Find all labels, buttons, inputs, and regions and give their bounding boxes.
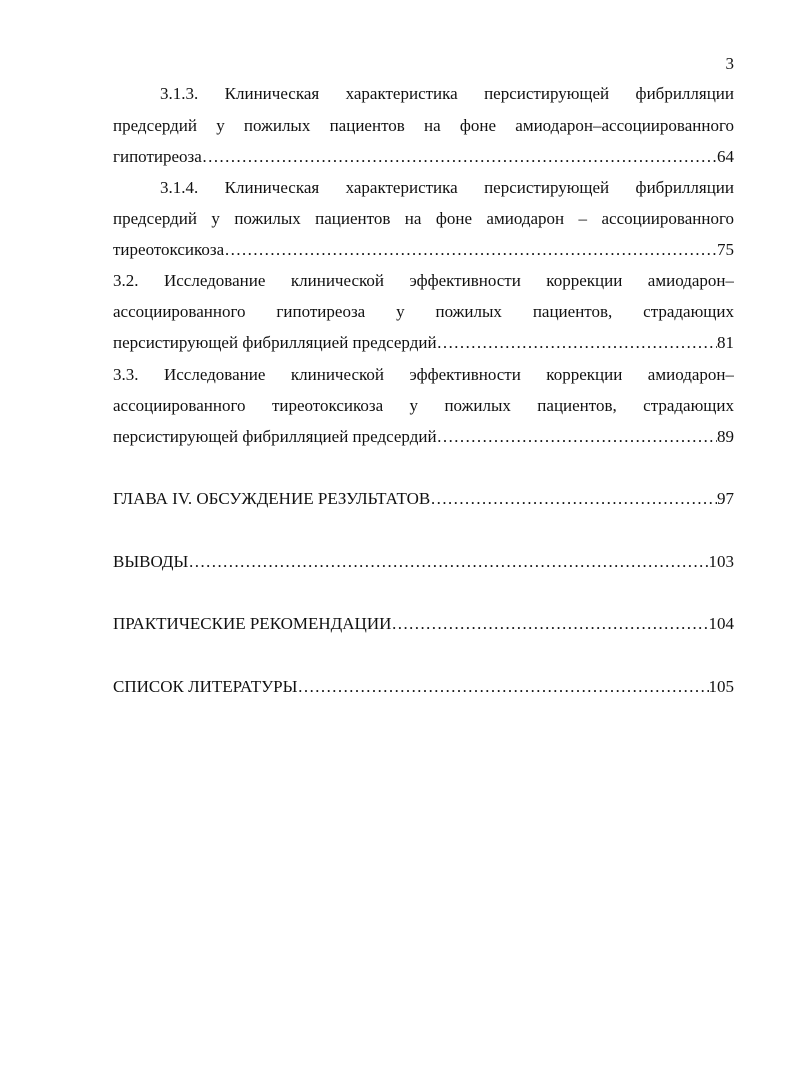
toc-entry-chapter-4	[113, 489, 734, 509]
toc-recommendations-title: ПРАКТИЧЕСКИЕ РЕКОМЕНДАЦИИ	[113, 614, 392, 633]
page-number: 3	[725, 54, 734, 73]
toc-33-line3: персистирующей фибрилляцией предсердий	[113, 427, 437, 446]
toc-314-line1: 3.1.4. Клиническая характеристика персистирующей фибрилляции	[160, 178, 734, 197]
toc-313-line2: предсердий у пожилых пациентов на фоне амиодарон–ассоциированного	[113, 116, 734, 135]
dot-leader	[202, 147, 717, 167]
toc-313-line3: гипотиреоза	[113, 147, 202, 166]
toc-entry-314	[113, 240, 734, 260]
toc-33-line1: 3.3. Исследование клинической эффективности коррекции амиодарон–	[113, 365, 734, 384]
toc-32-line3: персистирующей фибрилляцией предсердий	[113, 333, 437, 352]
dot-leader	[391, 614, 708, 634]
toc-entry-32	[113, 333, 734, 353]
toc-314-line3: тиреотоксикоза	[113, 240, 225, 259]
toc-313-page: 64	[717, 147, 734, 166]
toc-conclusions-page: 103	[708, 552, 734, 571]
toc-32-line1: 3.2. Исследование клинической эффективности коррекции амиодарон–	[113, 271, 734, 290]
toc-32-line2: ассоциированного гипотиреоза у пожилых пациентов, страдающих	[113, 302, 734, 321]
toc-entry-references	[113, 677, 734, 697]
toc-314-line2: предсердий у пожилых пациентов на фоне амиодарон – ассоциированного	[113, 209, 734, 228]
dot-leader	[437, 333, 717, 353]
toc-ch4-page: 97	[717, 489, 734, 508]
toc-ch4-title: ГЛАВА IV. ОБСУЖДЕНИЕ РЕЗУЛЬТАТОВ	[113, 489, 431, 508]
toc-313-line1: 3.1.3. Клиническая характеристика персистирующей фибрилляции	[160, 84, 734, 103]
dot-leader	[297, 677, 708, 697]
toc-314-page: 75	[717, 240, 734, 259]
toc-entry-313	[113, 147, 734, 167]
dot-leader	[224, 240, 717, 260]
toc-conclusions-title: ВЫВОДЫ	[113, 552, 189, 571]
toc-entry-33	[113, 427, 734, 447]
toc-references-page: 105	[708, 677, 734, 696]
dot-leader	[188, 552, 708, 572]
toc-entry-conclusions	[113, 552, 734, 572]
toc-32-page: 81	[717, 333, 734, 352]
dot-leader	[437, 427, 717, 447]
toc-entry-recommendations	[113, 614, 734, 634]
toc-33-line2: ассоциированного тиреотоксикоза у пожилых пациентов, страдающих	[113, 396, 734, 415]
toc-references-title: СПИСОК ЛИТЕРАТУРЫ	[113, 677, 298, 696]
toc-recommendations-page: 104	[708, 614, 734, 633]
dot-leader	[430, 489, 717, 509]
toc-33-page: 89	[717, 427, 734, 446]
